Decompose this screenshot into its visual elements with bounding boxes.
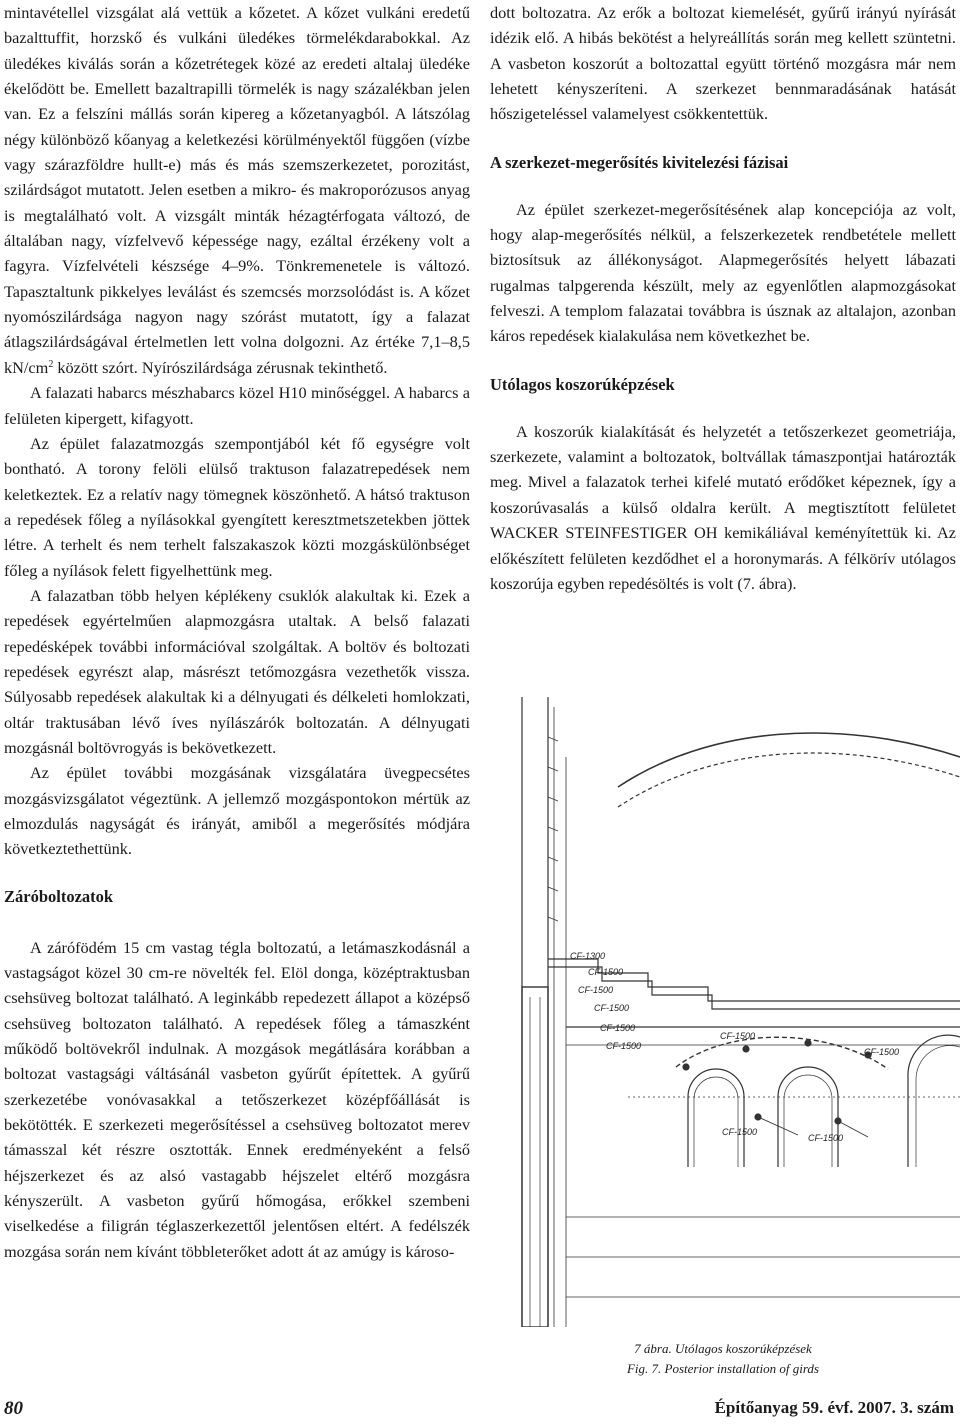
label-cf-0: CF-1300	[570, 951, 606, 961]
label-cf-1: CF-1500	[588, 967, 624, 977]
paragraph-wall-movement: Az épület falazatmozgás szempontjából két fő egységre volt bontható. A torony felöli elülső traktuson falazatrepedések nem keletkeztek. Ez a relatív nagy tömegnek köszönhető. A hátsó traktuson a repedések főleg a nyílásokkal gyengített keresztmetszetekben jöttek létre. A terhelt és nem terhelt falszakaszok közti mozgáskülönbséget főleg a nyílások felett figyelhettünk meg.	[4, 433, 470, 580]
label-cf-8: CF-1500	[722, 1127, 758, 1137]
paragraph-reinforcement-concept: Az épület szerkezet-megerősítésének alap koncepciója az volt, hogy alap-megerősítés nélkül, a felszerkezetek rendbetétele mellett biztosítsuk az állékonyságot. Alapmegerősítés helyett lábazati rugalmas talpgerenda készült, mely az egyenlőtlen alapmozgásokat felveszi. A templom falazatai továbbra is úsznak az altalajon, azonban káros repedések kialakulása nem következhet be.	[490, 199, 956, 346]
superscript-exponent: 2	[48, 358, 54, 370]
journal-title: Építőanyag 59. évf. 2007. 3. szám	[714, 1398, 954, 1417]
label-cf-3: CF-1500	[594, 1003, 630, 1013]
label-cf-7: CF-1500	[864, 1047, 900, 1057]
label-cf-2: CF-1500	[578, 985, 614, 995]
page-number: 80	[4, 1398, 23, 1419]
paragraph-plastic-hinges: A falazatban több helyen képlékeny csuklók alakultak ki. Ezek a repedések egyértelműen alapmozgásra utaltak. A belső falazati repedésképek további információval szolgáltak. A boltöv és boltozati repedések egyrészt alap, másrészt tetőmozgásra vezethetők vissza. Súlyosabb repedések alakultak ki a délnyugati és délkeleti homlokzati, oltár traktusában lévő íves nyílászárók boltozatán. A délnyugati mozgásnál boltövrogyás is bekövetkezett.	[4, 585, 470, 757]
label-cf-6: CF-1500	[720, 1031, 756, 1041]
heading-closing-vaults: Záróboltozatok	[4, 886, 114, 906]
label-cf-4: CF-1500	[600, 1023, 636, 1033]
heading-reinforcement-phases: A szerkezet-megerősítés kivitelezési fázisai	[490, 152, 789, 172]
paragraph-rock-description: mintavétellel vizsgálat alá vettük a kőzetet. A kőzet vulkáni eredetű bazalttuffit, horzskő és vulkáni üledékes törmelékdarabokkal. Az üledékes kiválás során a kőzetrétegek közé az eredeti altalaj üledéke ékelődött be. Emellett bazaltrapilli törmelék is nagy százalékban jelen van. Ez a felszíni mállás során kipereg a kőzetanyagból. A látszólag négy különböző kőanyag a keletkezési körülményektől függően (vízbe vagy szárazföldre hullt-e) más és más szemszerkezetet, porozitást, szilárdságot mutatott. Jelen esetben a mikro- és makroporózusos anyag is megtalálható volt. A vizsgált minták hézagtérfogata változó, de általában nagy, vízfelvevő képessége nagy, ezáltal érzékeny volt a fagyra. Vízfelvételi készsége 4–9%. Tönkremenetele is változó. Tapasztaltunk pikkelyes leválást és szemcsés morzsolódást is. A kőzet nyomószilárdsága nagyon nagy szórást mutatott, így a falazat átlagszilárdságával értelmetlen lett volna dolgozni. Az értéke 7,1–8,5 $kN/cm^2$ között szórt. Nyírószilárdsága zérusnak tekinthető.	[4, 3, 470, 377]
figure-caption-hu: 7 ábra. Utólagos koszorúképzések	[634, 1341, 812, 1356]
paragraph-vault-continuation: dott boltozatra. Az erők a boltozat kiemelését, gyűrű irányú nyírását idézik elő. A hibás bekötést a helyreállítás során meg kellett szüntetni. A vasbeton koszorút a boltozattal együtt történő mozgásra már nem lehetett kényszeríteni. A szerkezet bennmaradásának hatását hőszigeteléssel valamelyest csökkentettük.	[490, 3, 956, 124]
paragraph-closing-vaults: A zárófödém 15 cm vastag tégla boltozatú, a letámaszkodásnál a vastagságot közel 30 cm-re növelték fel. Elöl donga, középtraktusban csehsüveg boltozat található. A leginkább repedezett állapot a középső csehsüveg boltozaton található. A repedések főleg a támaszként működő boltövekről indulnak. A mozgások megátlására korábban a boltozat vastagsági váltásánál vasbeton gyűrűt építettek. A gyűrű szerkezetébe vonóvasakkal a tetőszerkezet középfőállását is bekötötték. E szerkezeti megerősítéssel a csehsüveg boltozatot merev támasszal két részre osztották. Ennek eredményeként a felső héjszerkezet és az alsó vastagabb héjszelet eltérő mozgásra kényszerült. A vasbeton gyűrű hőmogása, erőkkel szembeni viselkedése a filigrán téglaszerkezettől jelentősen eltért. A fedélszék mozgása során nem kívánt többleterőket adott át az amúgy is károso-	[4, 937, 470, 1261]
paragraph-mortar: A falazati habarcs mészhabarcs közel H10 minőséggel. A habarcs a felületen kipergett, kifagyott.	[4, 383, 470, 428]
label-cf-9: CF-1500	[808, 1133, 844, 1143]
label-cf-5: CF-1500	[606, 1041, 642, 1051]
figure-architectural-drawing	[508, 697, 960, 1327]
paragraph-glass-seal-test: Az épület további mozgásának vizsgálatára üvegpecsétes mozgásvizsgálatot végeztünk. A jellemző mozgáspontokon mértük az elmozdulás nagyságát és irányát, amiből a megerősítés módjára következtethettünk.	[4, 763, 470, 859]
left-column	[4, 0, 470, 1264]
heading-posterior-girds: Utólagos koszorúképzések	[490, 374, 675, 394]
paragraph-girds: A koszorúk kialakítását és helyzetét a tetőszerkezet geometriája, szerkezete, valamint a boltozatok, boltvállak támaszpontjai határozták meg. Mivel a falazatok terhei kifelé mutató erődőket képeznek, így a koszorúvasalás a külső oldalra került. A megtisztított felületet WACKER STEINFESTIGER OH kemikáliával keményítettük ki. Az előkészített felületen kezdődhet el a horonymarás. A félkörív utólagos koszorúja egyben repedésöltés is volt (7. ábra).	[490, 421, 956, 593]
figure-caption-en: Fig. 7. Posterior installation of girds	[626, 1361, 819, 1376]
right-column	[490, 0, 956, 596]
